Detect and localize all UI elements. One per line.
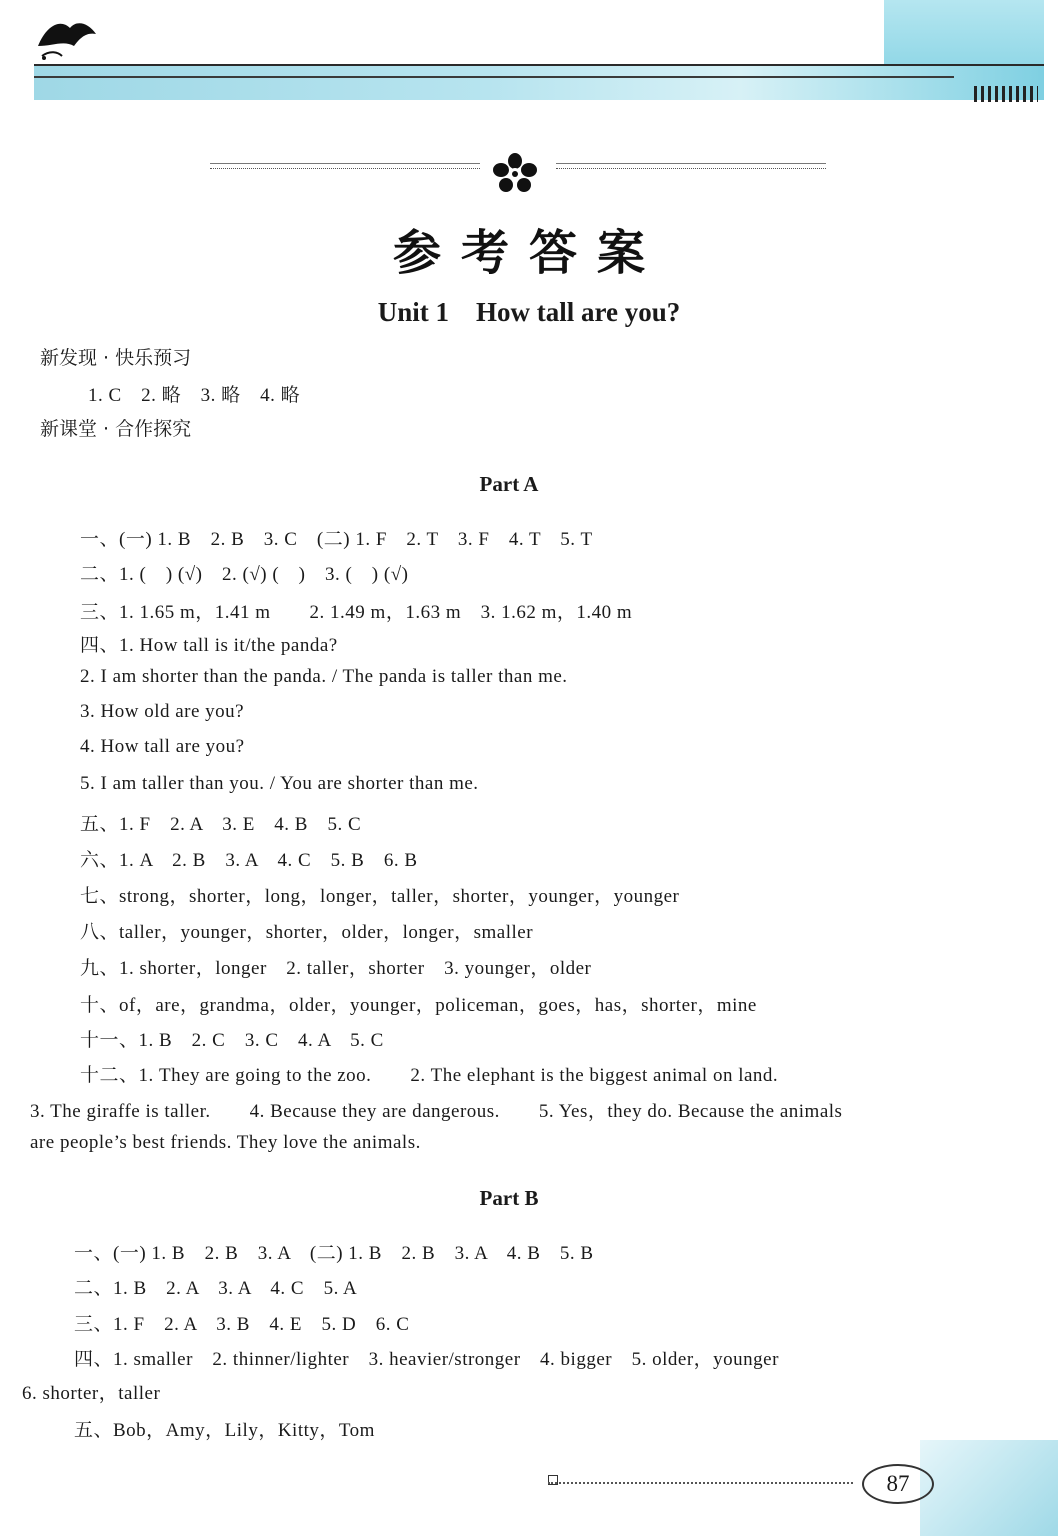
answer-line: 一、(一) 1. B 2. B 3. A (二) 1. B 2. B 3. A 4. B 5. B [74,1243,594,1264]
answer-line: 六、1. A 2. B 3. A 4. C 5. B 6. B [80,850,418,871]
page-title: 参考答案 [392,225,665,281]
header-band [34,64,1044,100]
section-class-heading: 新课堂 · 合作探究 [40,418,192,440]
answer-line: 十、of，are，grandma，older，younger，policeman，goes，has，shorter，mine [80,995,757,1016]
answer-line: 6. shorter，taller [22,1383,161,1404]
preview-answers: 1. C 2. 略 3. 略 4. 略 [88,385,301,406]
barcode-decoration [974,86,1038,102]
answer-line: 四、1. How tall is it/the panda? [80,635,338,656]
answer-line: 一、(一) 1. B 2. B 3. C (二) 1. F 2. T 3. F 4. T 5. T [80,529,593,550]
page-number: 87 [862,1464,934,1504]
unit-title: Unit 1 How tall are you? [377,297,681,327]
answer-line: 八、taller，younger，shorter，older，longer，smaller [80,922,534,943]
answer-line: 三、1. F 2. A 3. B 4. E 5. D 6. C [74,1314,410,1335]
answer-line: 2. I am shorter than the panda. / The panda is taller than me. [80,666,568,687]
answer-line: are people’s best friends. They love the animals. [30,1132,421,1153]
answer-line: 三、1. 1.65 m，1.41 m 2. 1.49 m，1.63 m 3. 1.62 m，1.40 m [80,602,633,623]
answer-line: 4. How tall are you? [80,736,245,757]
flower-ornament-icon [490,152,540,194]
bird-logo-icon [36,16,98,64]
answer-line: 五、Bob，Amy，Lily，Kitty，Tom [74,1420,375,1441]
answer-line: 十二、1. They are going to the zoo. 2. The elephant is the biggest animal on land. [80,1065,779,1086]
footer-dotted-line [548,1482,853,1484]
part-a-title: Part A [479,472,539,496]
footer-corner-block [920,1440,1058,1536]
answer-line: 二、1. B 2. A 3. A 4. C 5. A [74,1278,358,1299]
answer-line: 3. How old are you? [80,701,245,722]
answer-line: 五、1. F 2. A 3. E 4. B 5. C [80,814,362,835]
section-preview-heading: 新发现 · 快乐预习 [40,347,192,369]
answer-line: 5. I am taller than you. / You are shorter than me. [80,773,479,794]
answer-line: 十一、1. B 2. C 3. C 4. A 5. C [80,1030,384,1051]
answer-line: 九、1. shorter，longer 2. taller，shorter 3. younger，older [80,958,592,979]
divider-right [556,160,826,174]
divider-left [210,160,480,174]
part-b-title: Part B [479,1186,539,1210]
answer-line: 3. The giraffe is taller. 4. Because they are dangerous. 5. Yes，they do. Because the animals [30,1101,843,1122]
answer-line: 四、1. smaller 2. thinner/lighter 3. heavier/stronger 4. bigger 5. older，younger [74,1349,779,1370]
answer-line: 七、strong，shorter，long，longer，taller，shorter，younger，younger [80,886,680,907]
answer-line: 二、1. ( ) (√) 2. (√) ( ) 3. ( ) (√) [80,564,409,585]
